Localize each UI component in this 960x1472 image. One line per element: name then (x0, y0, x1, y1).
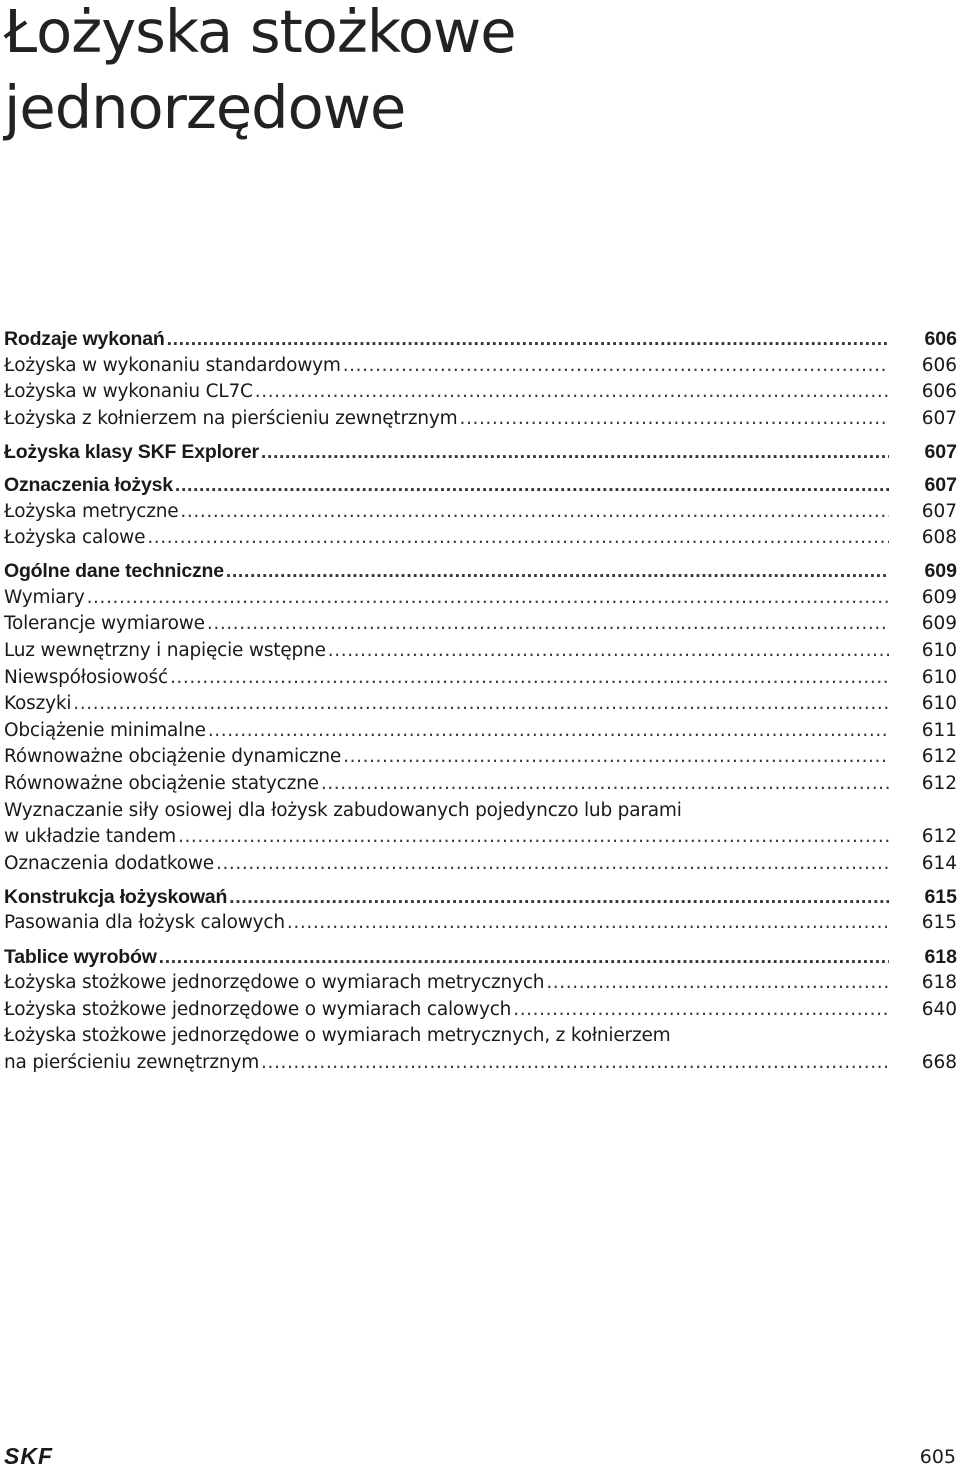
toc-entry-label: Ogólne dane techniczne (4, 560, 224, 583)
toc-entry-label: Wymiary (4, 586, 85, 608)
toc-entry-page: 607 (924, 440, 957, 463)
toc-entry-page: 607 (921, 407, 957, 429)
dot-leader (175, 472, 889, 499)
toc-entry-dane-techniczne[interactable] (4, 558, 957, 585)
toc-entry-obciazenie-dynamiczne[interactable] (4, 744, 957, 771)
dot-leader (328, 638, 889, 665)
skf-logo (4, 1444, 82, 1466)
dot-leader (546, 970, 889, 997)
toc-entry-pasowania[interactable] (4, 910, 957, 937)
page-title (4, 0, 944, 146)
dot-leader (170, 665, 889, 692)
page-title-line-2: jednorzędowe (4, 73, 406, 142)
skf-logo-text: SKF (4, 1444, 53, 1466)
dot-leader (159, 944, 889, 971)
dot-leader (208, 718, 889, 745)
toc-entry-page: 608 (921, 527, 957, 549)
toc-entry-label: Koszyki (4, 693, 72, 715)
dot-leader (287, 910, 889, 937)
toc-entry-koszyki[interactable] (4, 691, 957, 718)
toc-entry-page: 612 (921, 826, 957, 848)
toc-entry-standardowe[interactable] (4, 353, 957, 380)
toc-entry-label: Rodzaje wykonań (4, 328, 165, 350)
toc-entry-label: Niewspółosiowość (4, 666, 168, 688)
toc-entry-wymiary[interactable] (4, 585, 957, 612)
toc-entry-niewspolosiowosc[interactable] (4, 665, 957, 692)
toc-entry-tablice-calowe[interactable] (4, 997, 957, 1024)
toc-entry-label: Łożyska w wykonaniu CL7C (4, 381, 253, 403)
toc-entry-page: 609 (921, 586, 957, 608)
toc-entry-page: 615 (924, 885, 957, 908)
toc-entry-label: na pierścieniu zewnętrznym (4, 1051, 260, 1073)
toc-entry-tablice-metryczne[interactable] (4, 970, 957, 997)
toc-entry-label: Łożyska stożkowe jednorzędowe o wymiarach calowych (4, 998, 512, 1020)
toc-entry-label: Pasowania dla łożysk calowych (4, 912, 285, 934)
toc-entry-cl7c[interactable] (4, 379, 957, 406)
dot-leader (207, 611, 889, 638)
dot-leader (180, 499, 889, 526)
toc-entry-tablice-kolnierz-line-2[interactable] (4, 1050, 957, 1077)
toc-entry-oznaczenia[interactable] (4, 472, 957, 499)
dot-leader (255, 379, 889, 406)
toc-entry-tablice-kolnierz-line-1[interactable] (4, 1023, 957, 1050)
toc-entry-metryczne[interactable] (4, 499, 957, 526)
toc-entry-page: 618 (924, 945, 957, 968)
toc-entry-obciazenie-statyczne[interactable] (4, 771, 957, 798)
toc-entry-page: 618 (921, 972, 957, 994)
dot-leader (460, 406, 890, 433)
page-number: 605 (919, 1446, 956, 1468)
toc-entry-tablice[interactable] (4, 944, 957, 971)
toc-entry-page: 606 (924, 328, 957, 350)
toc-entry-page: 615 (921, 912, 957, 934)
dot-leader (261, 439, 889, 466)
dot-leader (513, 997, 889, 1024)
toc-entry-page: 612 (921, 746, 957, 768)
toc-entry-label: Równoważne obciążenie statyczne (4, 773, 319, 794)
toc-entry-page: 607 (924, 473, 957, 496)
toc-entry-page: 611 (921, 719, 957, 741)
toc-entry-rodzaje-wykonan[interactable] (4, 326, 957, 353)
toc-entry-page: 612 (921, 773, 957, 794)
toc-entry-label: Luz wewnętrzny i napięcie wstępne (4, 640, 326, 662)
toc-entry-label: Łożyska stożkowe jednorzędowe o wymiarach metrycznych, z kołnierzem (4, 1025, 671, 1047)
toc-entry-label: Oznaczenia łożysk (4, 473, 173, 496)
dot-leader (73, 691, 889, 718)
table-of-contents (4, 326, 957, 1077)
dot-leader (87, 585, 889, 612)
toc-entry-obciazenie-minimalne[interactable] (4, 718, 957, 745)
toc-entry-label: Łożyska z kołnierzem na pierścieniu zewnętrznym (4, 407, 458, 429)
toc-entry-tolerancje[interactable] (4, 611, 957, 638)
toc-entry-label: Równoważne obciążenie dynamiczne (4, 746, 342, 768)
dot-leader (147, 525, 889, 552)
toc-entry-luz[interactable] (4, 638, 957, 665)
toc-entry-label: Wyznaczanie siły osiowej dla łożysk zabudowanych pojedynczo lub parami (4, 799, 682, 821)
toc-entry-page: 606 (921, 354, 957, 376)
toc-entry-page: 610 (921, 693, 957, 715)
toc-entry-label: Łożyska stożkowe jednorzędowe o wymiarach metrycznych (4, 972, 545, 994)
dot-leader (343, 744, 889, 771)
dot-leader (178, 824, 889, 851)
dot-leader (229, 884, 889, 911)
toc-entry-skf-explorer[interactable] (4, 439, 957, 466)
dot-leader (216, 851, 889, 878)
toc-entry-page: 610 (921, 640, 957, 662)
toc-entry-sila-osiowa-line-1[interactable] (4, 798, 957, 825)
page-title-line-1: Łożyska stożkowe (4, 0, 516, 66)
dot-leader (321, 771, 889, 798)
dot-leader (167, 326, 889, 353)
toc-entry-calowe[interactable] (4, 525, 957, 552)
toc-entry-label: Oznaczenia dodatkowe (4, 852, 214, 874)
toc-entry-konstrukcja[interactable] (4, 884, 957, 911)
toc-entry-page: 609 (921, 613, 957, 635)
toc-entry-page: 668 (921, 1051, 957, 1073)
toc-entry-page: 610 (921, 666, 957, 688)
toc-entry-label: Obciążenie minimalne (4, 719, 206, 741)
toc-entry-sila-osiowa-line-2[interactable] (4, 824, 957, 851)
toc-entry-label: Łożyska calowe (4, 527, 146, 549)
dot-leader (226, 558, 889, 585)
toc-entry-page: 640 (921, 998, 957, 1020)
toc-entry-label: w układzie tandem (4, 826, 176, 848)
toc-entry-label: Tolerancje wymiarowe (4, 613, 205, 635)
toc-entry-label: Łożyska klasy SKF Explorer (4, 440, 259, 463)
toc-entry-page: 609 (924, 560, 957, 583)
toc-entry-page: 614 (921, 852, 957, 874)
dot-leader (343, 353, 889, 380)
toc-entry-page: 606 (921, 381, 957, 403)
toc-entry-label: Łożyska metryczne (4, 500, 179, 522)
dot-leader (261, 1050, 889, 1077)
toc-entry-label: Łożyska w wykonaniu standardowym (4, 354, 341, 376)
toc-entry-page: 607 (921, 500, 957, 522)
toc-entry-label: Konstrukcja łożyskowań (4, 885, 228, 908)
toc-entry-kolnierz[interactable] (4, 406, 957, 433)
toc-entry-oznaczenia-dodatkowe[interactable] (4, 851, 957, 878)
toc-entry-label: Tablice wyrobów (4, 945, 157, 968)
